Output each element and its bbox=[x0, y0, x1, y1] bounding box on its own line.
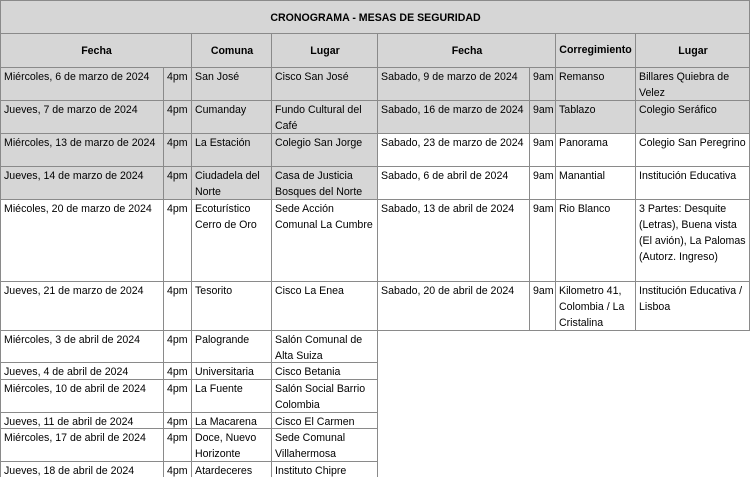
cell-lugar: Cisco La Enea bbox=[272, 282, 378, 331]
cell-comuna: Doce, Nuevo Horizonte bbox=[192, 429, 272, 462]
cell-hora: 4pm bbox=[164, 68, 192, 101]
cell-comuna: Tesorito bbox=[192, 282, 272, 331]
cell-lugar: Instituto Chipre bbox=[272, 462, 378, 477]
cell-hora-corregimiento: 9am bbox=[530, 167, 556, 200]
header-corregimiento: Corregimiento bbox=[556, 34, 636, 68]
table-title: CRONOGRAMA - MESAS DE SEGURIDAD bbox=[0, 0, 750, 34]
header-fecha-comunas: Fecha bbox=[0, 34, 192, 68]
cell-comuna: Universitaria bbox=[192, 363, 272, 380]
cell-hora: 4pm bbox=[164, 331, 192, 363]
cell-corregimiento: Panorama bbox=[556, 134, 636, 167]
cell-lugar-corregimiento: Billares Quiebra de Velez bbox=[636, 68, 750, 101]
cell-hora: 4pm bbox=[164, 134, 192, 167]
header-lugar-corregimientos: Lugar bbox=[636, 34, 750, 68]
cell-corregimiento: Rio Blanco bbox=[556, 200, 636, 282]
cell-lugar-corregimiento: Colegio San Peregrino bbox=[636, 134, 750, 167]
cell-lugar: Sede Acción Comunal La Cumbre bbox=[272, 200, 378, 282]
cell-hora: 4pm bbox=[164, 429, 192, 462]
cell-lugar: Casa de Justicia Bosques del Norte bbox=[272, 167, 378, 200]
cell-comuna: Ciudadela del Norte bbox=[192, 167, 272, 200]
cell-lugar: Cisco San José bbox=[272, 68, 378, 101]
cell-comuna: Atardeceres bbox=[192, 462, 272, 477]
header-fecha-corregimientos: Fecha bbox=[378, 34, 556, 68]
cell-fecha: Jueves, 11 de abril de 2024 bbox=[0, 413, 164, 429]
cell-fecha: Miércoles, 3 de abril de 2024 bbox=[0, 331, 164, 363]
cell-corregimiento: Tablazo bbox=[556, 101, 636, 134]
cell-comuna: Palogrande bbox=[192, 331, 272, 363]
header-comuna: Comuna bbox=[192, 34, 272, 68]
cell-comuna: Cumanday bbox=[192, 101, 272, 134]
header-lugar-comunas: Lugar bbox=[272, 34, 378, 68]
cell-comuna: Ecoturístico Cerro de Oro bbox=[192, 200, 272, 282]
cell-corregimiento: Remanso bbox=[556, 68, 636, 101]
cell-corregimiento: Manantial bbox=[556, 167, 636, 200]
cell-lugar-corregimiento: Institución Educativa / Lisboa bbox=[636, 282, 750, 331]
cell-hora: 4pm bbox=[164, 363, 192, 380]
cell-corregimiento: Kilometro 41, Colombia / La Cristalina bbox=[556, 282, 636, 331]
cell-fecha: Miércoles, 6 de marzo de 2024 bbox=[0, 68, 164, 101]
cell-lugar: Colegio San Jorge bbox=[272, 134, 378, 167]
cell-hora: 4pm bbox=[164, 413, 192, 429]
cell-fecha-corregimiento: Sabado, 9 de marzo de 2024 bbox=[378, 68, 530, 101]
cell-fecha-corregimiento: Sabado, 16 de marzo de 2024 bbox=[378, 101, 530, 134]
cell-hora: 4pm bbox=[164, 200, 192, 282]
cell-fecha: Miércoles, 17 de abril de 2024 bbox=[0, 429, 164, 462]
cell-fecha: Jueves, 7 de marzo de 2024 bbox=[0, 101, 164, 134]
cell-lugar-corregimiento: Colegio Seráfico bbox=[636, 101, 750, 134]
cell-fecha-corregimiento: Sabado, 13 de abril de 2024 bbox=[378, 200, 530, 282]
cell-hora-corregimiento: 9am bbox=[530, 282, 556, 331]
cell-lugar: Cisco Betania bbox=[272, 363, 378, 380]
cell-hora: 4pm bbox=[164, 282, 192, 331]
cell-fecha: Miércoles, 13 de marzo de 2024 bbox=[0, 134, 164, 167]
cell-hora: 4pm bbox=[164, 380, 192, 413]
cell-comuna: La Estación bbox=[192, 134, 272, 167]
cell-lugar: Salón Social Barrio Colombia bbox=[272, 380, 378, 413]
cell-lugar-corregimiento: 3 Partes: Desquite (Letras), Buena vista (El avión), La Palomas (Autorz. Ingreso) bbox=[636, 200, 750, 282]
cell-hora-corregimiento: 9am bbox=[530, 101, 556, 134]
cell-comuna: San José bbox=[192, 68, 272, 101]
cell-lugar: Sede Comunal Villahermosa bbox=[272, 429, 378, 462]
cell-lugar: Salón Comunal de Alta Suiza bbox=[272, 331, 378, 363]
cell-fecha-corregimiento: Sabado, 6 de abril de 2024 bbox=[378, 167, 530, 200]
cell-fecha: Miércoles, 10 de abril de 2024 bbox=[0, 380, 164, 413]
cell-lugar: Cisco El Carmen bbox=[272, 413, 378, 429]
cell-lugar: Fundo Cultural del Café bbox=[272, 101, 378, 134]
cell-hora-corregimiento: 9am bbox=[530, 68, 556, 101]
cell-lugar-corregimiento: Institución Educativa bbox=[636, 167, 750, 200]
cell-fecha: Jueves, 18 de abril de 2024 bbox=[0, 462, 164, 477]
cell-fecha: Jueves, 4 de abril de 2024 bbox=[0, 363, 164, 380]
cell-hora-corregimiento: 9am bbox=[530, 200, 556, 282]
cell-fecha-corregimiento: Sabado, 23 de marzo de 2024 bbox=[378, 134, 530, 167]
cell-fecha: Jueves, 21 de marzo de 2024 bbox=[0, 282, 164, 331]
cell-hora: 4pm bbox=[164, 462, 192, 477]
cell-fecha: Miécoles, 20 de marzo de 2024 bbox=[0, 200, 164, 282]
cell-hora-corregimiento: 9am bbox=[530, 134, 556, 167]
cell-fecha-corregimiento: Sabado, 20 de abril de 2024 bbox=[378, 282, 530, 331]
cell-comuna: La Fuente bbox=[192, 380, 272, 413]
cell-fecha: Jueves, 14 de marzo de 2024 bbox=[0, 167, 164, 200]
cell-hora: 4pm bbox=[164, 101, 192, 134]
cell-comuna: La Macarena bbox=[192, 413, 272, 429]
cell-hora: 4pm bbox=[164, 167, 192, 200]
